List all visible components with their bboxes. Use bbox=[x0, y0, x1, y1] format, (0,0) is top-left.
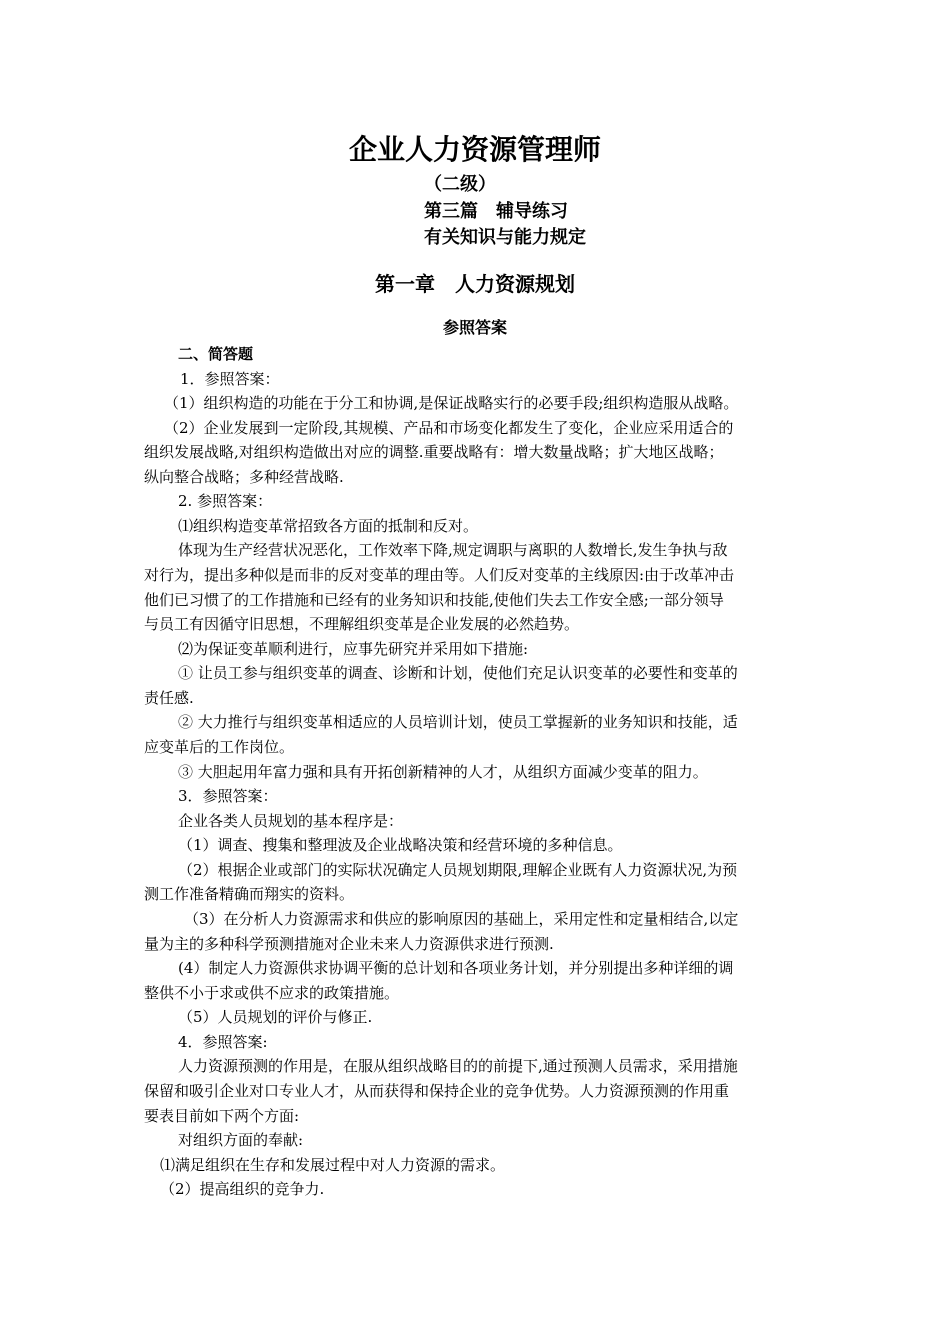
body-line: ⑴组织构造变革常招致各方面的抵制和反对。 bbox=[178, 517, 479, 535]
body-line: 2. 参照答案： bbox=[178, 492, 273, 510]
body-line: ② 大力推行与组织变革相适应的人员培训计划，使员工掌握新的业务知识和技能，适 bbox=[178, 713, 738, 731]
part-title: 第三篇 辅导练习 bbox=[424, 201, 568, 222]
body-line: ⑵为保证变革顺利进行，应事先研究并采用如下措施: bbox=[178, 640, 529, 658]
body-line: 对组织方面的奉献: bbox=[178, 1131, 304, 1149]
body-line: 整供不小于求或供不应求的政策措施。 bbox=[144, 984, 400, 1002]
body-line: 量为主的多种科学预测措施对企业未来人力资源供求进行预测. bbox=[144, 935, 554, 953]
body-line: ⑴满足组织在生存和发展过程中对人力资源的需求。 bbox=[160, 1156, 506, 1174]
body-line: 测工作准备精确而翔实的资料。 bbox=[144, 885, 355, 903]
body-line: （5）人员规划的评价与修正. bbox=[178, 1008, 373, 1026]
body-line: 与员工有因循守旧思想，不理解组织变革是企业发展的必然趋势。 bbox=[144, 615, 580, 633]
body-line: 人力资源预测的作用是，在服从组织战略目的的前提下,通过预测人员需求，采用措施 bbox=[178, 1057, 738, 1075]
body-line: 保留和吸引企业对口专业人才，从而获得和保持企业的竞争优势。人力资源预测的作用重 bbox=[144, 1082, 730, 1100]
section-heading: 二、简答题 bbox=[178, 345, 254, 363]
body-line: 体现为生产经营状况恶化，工作效率下降,规定调职与离职的人数增长,发生争执与敌 bbox=[178, 541, 728, 559]
body-line: （2）企业发展到一定阶段,其规模、产品和市场变化都发生了变化，企业应采用适合的 bbox=[164, 419, 734, 437]
body-line: (4）制定人力资源供求协调平衡的总计划和各项业务计划，并分别提出多种详细的调 bbox=[178, 959, 734, 977]
part-subtitle: 有关知识与能力规定 bbox=[424, 227, 586, 248]
body-line: （1）调查、搜集和整理波及企业战略决策和经营环境的多种信息。 bbox=[178, 836, 623, 854]
body-line: 组织发展战略,对组织构造做出对应的调整.重要战略有：增大数量战略；扩大地区战略； bbox=[144, 443, 724, 461]
body-line: （1）组织构造的功能在于分工和协调,是保证战略实行的必要手段;组织构造服从战略。 bbox=[164, 394, 739, 412]
level-subtitle: （二级） bbox=[424, 174, 496, 195]
chapter-title: 第一章 人力资源规划 bbox=[375, 272, 575, 296]
body-line: 对行为，提出多种似是而非的反对变革的理由等。人们反对变革的主线原因:由于改革冲击 bbox=[144, 566, 735, 584]
body-line: 4．参照答案: bbox=[178, 1033, 268, 1051]
answers-heading: 参照答案 bbox=[442, 318, 507, 337]
body-line: 责任感. bbox=[144, 689, 194, 707]
body-line: 要表目前如下两个方面: bbox=[144, 1107, 300, 1125]
body-line: 应变革后的工作岗位。 bbox=[144, 738, 295, 756]
body-line: （2）根据企业或部门的实际状况确定人员规划期限,理解企业既有人力资源状况,为预 bbox=[178, 861, 738, 879]
body-line: ③ 大胆起用年富力强和具有开拓创新精神的人才，从组织方面减少变革的阻力。 bbox=[178, 763, 708, 781]
body-line: 纵向整合战略；多种经营战略. bbox=[144, 468, 344, 486]
main-title: 企业人力资源管理师 bbox=[348, 133, 601, 166]
body-line: ① 让员工参与组织变革的调查、诊断和计划，使他们充足认识变革的必要性和变革的 bbox=[178, 664, 738, 682]
body-line: 3．参照答案： bbox=[178, 787, 278, 805]
body-line: 企业各类人员规划的基本程序是： bbox=[178, 812, 404, 830]
body-line: 1．参照答案： bbox=[180, 370, 280, 388]
body-line: （2）提高组织的竞争力. bbox=[160, 1180, 325, 1198]
body-line: （3）在分析人力资源需求和供应的影响原因的基础上，采用定性和定量相结合,以定 bbox=[184, 910, 739, 928]
body-line: 他们已习惯了的工作措施和已经有的业务知识和技能,使他们失去工作安全感;一部分领导 bbox=[144, 591, 724, 609]
